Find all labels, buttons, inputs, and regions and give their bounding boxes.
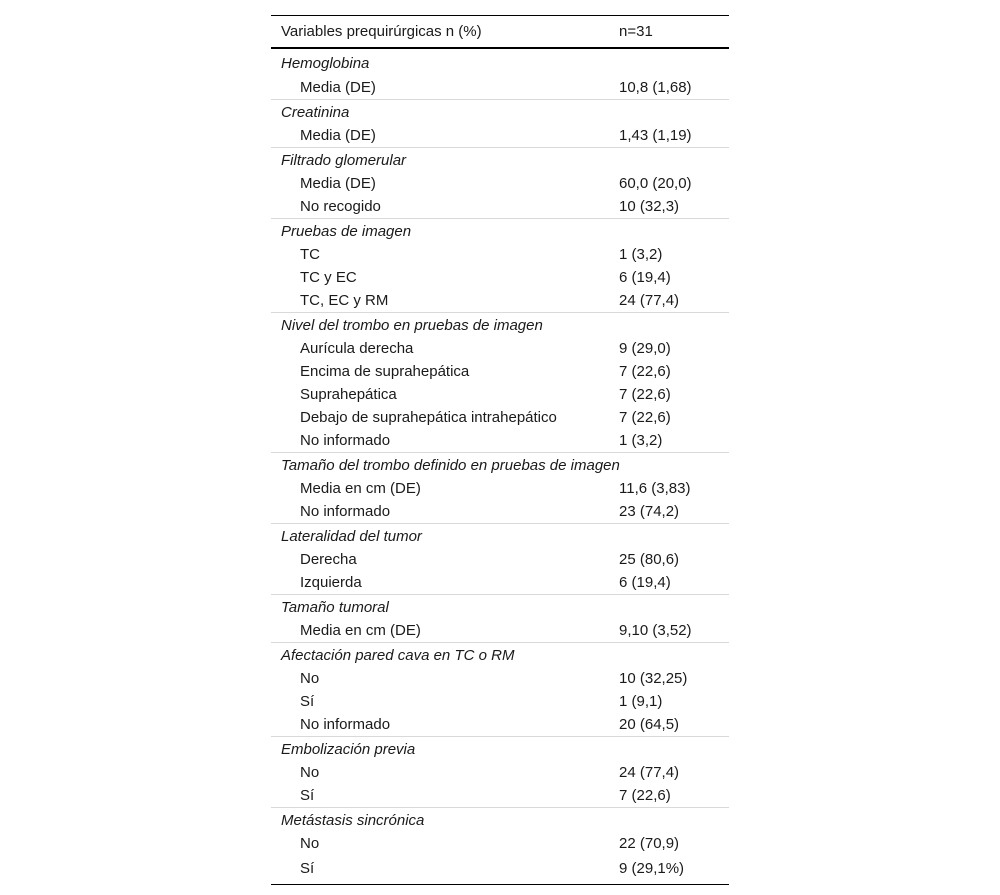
group-row <box>271 100 729 125</box>
group-title: Tamaño del trombo definido en pruebas de imagen <box>271 453 729 478</box>
row-value: 1,43 (1,19) <box>619 127 692 144</box>
group-title: Tamaño tumoral <box>271 595 729 620</box>
table-row <box>271 784 729 808</box>
row-value: 9,10 (3,52) <box>619 622 692 639</box>
group-row <box>271 808 729 833</box>
table-row <box>271 667 729 690</box>
group-title: Hemoglobina <box>281 55 370 72</box>
table-row <box>271 477 729 500</box>
table-row <box>271 571 729 595</box>
group-row <box>271 595 729 620</box>
preoperative-variables-table <box>271 15 729 885</box>
row-label: Media (DE) <box>300 127 376 144</box>
row-label: Sí <box>300 860 315 877</box>
row-value: 25 (80,6) <box>619 551 680 568</box>
row-label: No <box>300 764 320 781</box>
row-value: 7 (22,6) <box>619 787 671 804</box>
group-title: Embolización previa <box>271 737 729 762</box>
row-label: Aurícula derecha <box>300 340 414 357</box>
row-label: Sí <box>300 787 315 804</box>
group-row <box>271 219 729 244</box>
preoperative-variables-table-container <box>271 15 729 885</box>
row-value: 9 (29,0) <box>619 340 671 357</box>
table-row <box>271 429 729 453</box>
row-value: 20 (64,5) <box>619 716 680 733</box>
table-body <box>271 48 729 885</box>
row-label: No informado <box>300 503 391 520</box>
row-value: 24 (77,4) <box>619 292 680 309</box>
row-label: No recogido <box>300 198 381 215</box>
header-value: n=31 <box>619 23 653 40</box>
row-value: 7 (22,6) <box>619 363 671 380</box>
table-row <box>271 619 729 643</box>
row-label: TC y EC <box>300 269 357 286</box>
table-row <box>271 406 729 429</box>
row-value: 23 (74,2) <box>619 503 680 520</box>
group-title: Creatinina <box>271 100 729 125</box>
table-header <box>271 16 729 49</box>
row-value: 1 (3,2) <box>619 246 663 263</box>
header-variable: Variables prequirúrgicas n (%) <box>281 23 482 40</box>
group-row <box>271 524 729 549</box>
table-row <box>271 172 729 195</box>
row-value: 6 (19,4) <box>619 574 671 591</box>
table-row <box>271 266 729 289</box>
row-label: Encima de suprahepática <box>300 363 470 380</box>
row-label: TC, EC y RM <box>300 292 389 309</box>
row-value: 1 (9,1) <box>619 693 663 710</box>
table-row <box>271 124 729 148</box>
table-row <box>271 76 729 100</box>
row-value: 6 (19,4) <box>619 269 671 286</box>
group-row <box>271 148 729 173</box>
row-value: 60,0 (20,0) <box>619 175 692 192</box>
row-label: Derecha <box>300 551 357 568</box>
table-row <box>271 360 729 383</box>
row-label: Izquierda <box>300 574 362 591</box>
row-value: 24 (77,4) <box>619 764 680 781</box>
row-label: Debajo de suprahepática intrahepático <box>300 409 557 426</box>
table-row <box>271 548 729 571</box>
group-row <box>271 737 729 762</box>
row-value: 10 (32,3) <box>619 198 680 215</box>
row-value: 9 (29,1%) <box>619 860 685 877</box>
row-label: Media (DE) <box>300 79 376 96</box>
table-row <box>271 243 729 266</box>
group-title: Nivel del trombo en pruebas de imagen <box>271 313 729 338</box>
group-row <box>271 313 729 338</box>
table-row <box>271 195 729 219</box>
row-label: Media en cm (DE) <box>300 480 421 497</box>
row-label: No informado <box>300 432 391 449</box>
table-row <box>271 855 729 885</box>
table-row <box>271 337 729 360</box>
group-title: Afectación pared cava en TC o RM <box>271 643 729 668</box>
group-title: Filtrado glomerular <box>271 148 729 173</box>
header-row <box>271 16 729 49</box>
row-label: No <box>300 835 320 852</box>
row-label: Media (DE) <box>300 175 376 192</box>
table-row <box>271 713 729 737</box>
row-label: No informado <box>300 716 391 733</box>
row-value: 10,8 (1,68) <box>619 79 692 96</box>
row-value: 22 (70,9) <box>619 835 680 852</box>
row-value: 11,6 (3,83) <box>619 480 691 497</box>
row-label: Media en cm (DE) <box>300 622 421 639</box>
group-title: Metástasis sincrónica <box>271 808 729 833</box>
table-row <box>271 500 729 524</box>
table-row <box>271 690 729 713</box>
group-row <box>271 453 729 478</box>
row-label: TC <box>300 246 320 263</box>
row-value: 7 (22,6) <box>619 409 671 426</box>
row-label: No <box>300 670 320 687</box>
row-label: Sí <box>300 693 315 710</box>
table-row <box>271 832 729 855</box>
table-row <box>271 383 729 406</box>
group-row <box>271 48 729 76</box>
row-label: Suprahepática <box>300 386 397 403</box>
group-row <box>271 643 729 668</box>
group-title: Pruebas de imagen <box>271 219 729 244</box>
row-value: 7 (22,6) <box>619 386 671 403</box>
table-row <box>271 289 729 313</box>
row-value: 1 (3,2) <box>619 432 663 449</box>
row-value: 10 (32,25) <box>619 670 688 687</box>
group-title: Lateralidad del tumor <box>271 524 729 549</box>
table-row <box>271 761 729 784</box>
